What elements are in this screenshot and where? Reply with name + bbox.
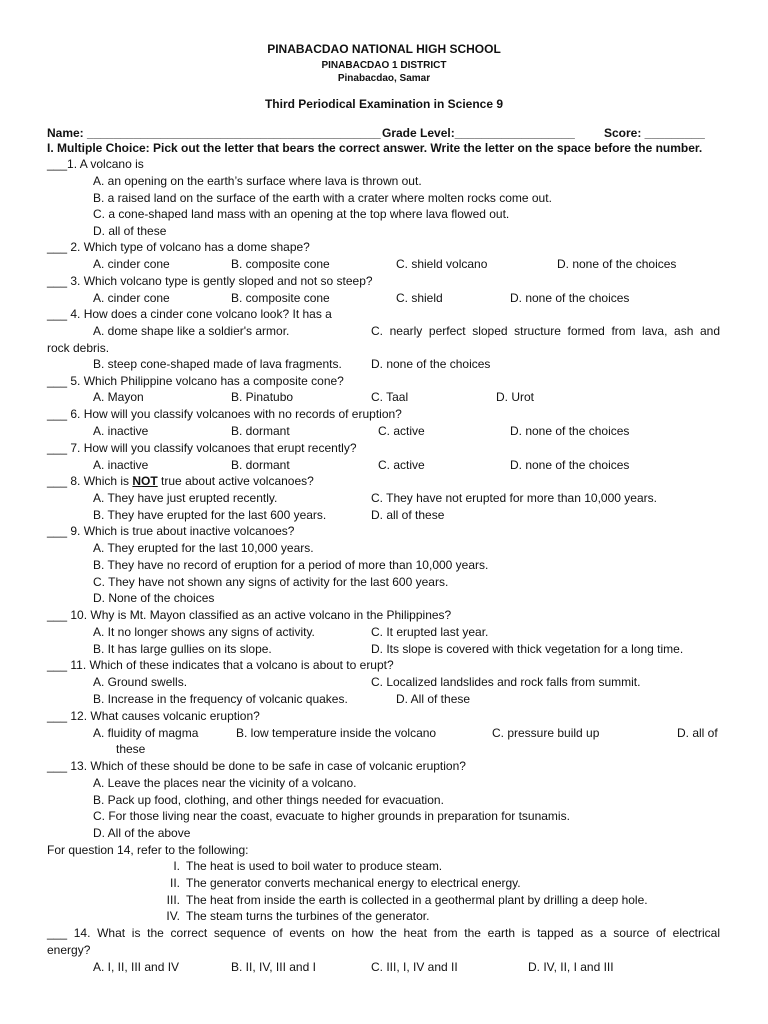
step-text: The steam turns the turbines of the generator. [186, 909, 430, 923]
q13-choice-b: B. Pack up food, clothing, and other things needed for evacuation. [93, 793, 444, 807]
question-1: ___1. A volcano is [47, 157, 144, 171]
q8-not-emphasis: NOT [132, 474, 158, 488]
q5-choice-d: D. Urot [496, 390, 535, 404]
q1-choice-d: D. all of these [93, 224, 167, 238]
question-2: ___ 2. Which type of volcano has a dome shape? [47, 240, 310, 254]
q9-choice-c: C. They have not shown any signs of activity for the last 600 years. [93, 575, 449, 589]
q14-choice-b: B. II, IV, III and I [231, 960, 316, 974]
step-text: The generator converts mechanical energy to electrical energy. [186, 876, 521, 890]
q5-choice-c: C. Taal [371, 390, 409, 404]
q12-choice-d-continued: these [116, 742, 146, 756]
question-10: ___ 10. Why is Mt. Mayon classified as an active volcano in the Philippines? [47, 608, 452, 622]
q10-choice-a: A. It no longer shows any signs of activity. [93, 625, 315, 639]
q4-choice-d: D. none of the choices [371, 357, 491, 371]
exam-title: Third Periodical Examination in Science 9 [264, 97, 504, 111]
q7-choice-b: B. dormant [231, 458, 290, 472]
question-7: ___ 7. How will you classify volcanoes that erupt recently? [47, 441, 357, 455]
q9-choice-d: D. None of the choices [93, 591, 215, 605]
question-8 [47, 474, 314, 488]
step-numeral: IV. [166, 909, 180, 923]
q6-choice-c: C. active [378, 424, 425, 438]
school-address: Pinabacdao, Samar [337, 73, 431, 84]
q13-choice-c: C. For those living near the coast, evacuate to higher grounds in preparation for tsunamis. [93, 809, 570, 823]
q4-choice-b: B. steep cone-shaped made of lava fragments. [93, 357, 342, 371]
q3-choice-d: D. none of the choices [510, 291, 630, 305]
q4-choice-a: A. dome shape like a soldier's armor. [93, 324, 290, 338]
q2-choice-a: A. cinder cone [93, 257, 170, 271]
q14-choice-c: C. III, I, IV and II [371, 960, 458, 974]
q10-choice-d: D. Its slope is covered with thick vegetation for a long time. [371, 642, 684, 656]
q3-choice-c: C. shield [396, 291, 443, 305]
q2-choice-b: B. composite cone [231, 257, 330, 271]
q6-choice-a: A. inactive [93, 424, 149, 438]
q13-choice-a: A. Leave the places near the vicinity of a volcano. [93, 776, 357, 790]
q12-choice-c: C. pressure build up [492, 726, 600, 740]
q6-choice-b: B. dormant [231, 424, 290, 438]
step-numeral: II. [169, 876, 180, 890]
question-14: ___ 14. What is the correct sequence of events on how the heat from the earth is tapped as a source of electrical [47, 926, 720, 940]
q8-choice-a: A. They have just erupted recently. [93, 491, 278, 505]
question-14-continued: energy? [47, 943, 91, 957]
q12-choice-b: B. low temperature inside the volcano [236, 726, 437, 740]
q10-choice-b: B. It has large gullies on its slope. [93, 642, 272, 656]
q3-choice-b: B. composite cone [231, 291, 330, 305]
q6-choice-d: D. none of the choices [510, 424, 630, 438]
instructions: I. Multiple Choice: Pick out the letter that bears the correct answer. Write the letter on the space before the number. [47, 141, 703, 155]
district-name: PINABACDAO 1 DISTRICT [321, 60, 447, 71]
q5-choice-a: A. Mayon [93, 390, 144, 404]
q1-choice-a: A. an opening on the earth’s surface where lava is thrown out. [93, 174, 422, 188]
step-text: The heat from inside the earth is collected in a geothermal plant by drilling a deep hole. [186, 893, 648, 907]
score-field: Score: _________ [604, 126, 705, 140]
q8-choice-d: D. all of these [371, 508, 445, 522]
q11-choice-a: A. Ground swells. [93, 675, 188, 689]
q7-choice-d: D. none of the choices [510, 458, 630, 472]
q2-choice-d: D. none of the choices [557, 257, 677, 271]
question-3: ___ 3. Which volcano type is gently sloped and not so steep? [47, 274, 373, 288]
question-9: ___ 9. Which is true about inactive volcanoes? [47, 524, 295, 538]
q8-choice-c: C. They have not erupted for more than 10,000 years. [371, 491, 657, 505]
name-field: Name: ____________________________________________ [47, 126, 381, 140]
q5-choice-b: B. Pinatubo [231, 390, 294, 404]
q8-stem-end: true about active volcanoes? [157, 474, 314, 488]
q8-choice-b: B. They have erupted for the last 600 years. [93, 508, 327, 522]
q10-choice-c: C. It erupted last year. [371, 625, 489, 639]
q9-choice-a: A. They erupted for the last 10,000 years. [93, 541, 314, 555]
question-12: ___ 12. What causes volcanic eruption? [47, 709, 260, 723]
q2-choice-c: C. shield volcano [396, 257, 488, 271]
q7-choice-c: C. active [378, 458, 425, 472]
grade-level-field: Grade Level:__________________ [382, 126, 575, 140]
q12-choice-a: A. fluidity of magma [93, 726, 199, 740]
question-13: ___ 13. Which of these should be done to be safe in case of volcanic eruption? [47, 759, 466, 773]
question-6: ___ 6. How will you classify volcanoes with no records of eruption? [47, 407, 402, 421]
step-text: The heat is used to boil water to produce steam. [186, 859, 443, 873]
question-14-intro: For question 14, refer to the following: [47, 843, 249, 857]
q7-choice-a: A. inactive [93, 458, 149, 472]
q8-stem-start: ___ 8. Which is [47, 474, 133, 488]
q11-choice-b: B. Increase in the frequency of volcanic quakes. [93, 692, 348, 706]
q14-choice-d: D. IV, II, I and III [528, 960, 614, 974]
step-numeral: III. [166, 893, 180, 907]
question-4: ___ 4. How does a cinder cone volcano look? It has a [47, 307, 332, 321]
q12-choice-d: D. all of [677, 726, 718, 740]
q4-choice-c-continued: rock debris. [47, 341, 110, 355]
question-5: ___ 5. Which Philippine volcano has a composite cone? [47, 374, 344, 388]
q3-choice-a: A. cinder cone [93, 291, 170, 305]
question-11: ___ 11. Which of these indicates that a volcano is about to erupt? [47, 658, 394, 672]
q11-choice-d: D. All of these [396, 692, 471, 706]
q14-choice-a: A. I, II, III and IV [93, 960, 180, 974]
step-numeral: I. [173, 859, 180, 873]
q1-choice-b: B. a raised land on the surface of the earth with a crater where molten rocks come out. [93, 191, 552, 205]
q4-choice-c: C. nearly perfect sloped structure formed from lava, ash and [371, 324, 720, 338]
q1-choice-c: C. a cone-shaped land mass with an opening at the top where lava flowed out. [93, 207, 510, 221]
q11-choice-c: C. Localized landslides and rock falls from summit. [371, 675, 641, 689]
q9-choice-b: B. They have no record of eruption for a period of more than 10,000 years. [93, 558, 489, 572]
school-name: PINABACDAO NATIONAL HIGH SCHOOL [267, 42, 501, 56]
q13-choice-d: D. All of the above [93, 826, 191, 840]
